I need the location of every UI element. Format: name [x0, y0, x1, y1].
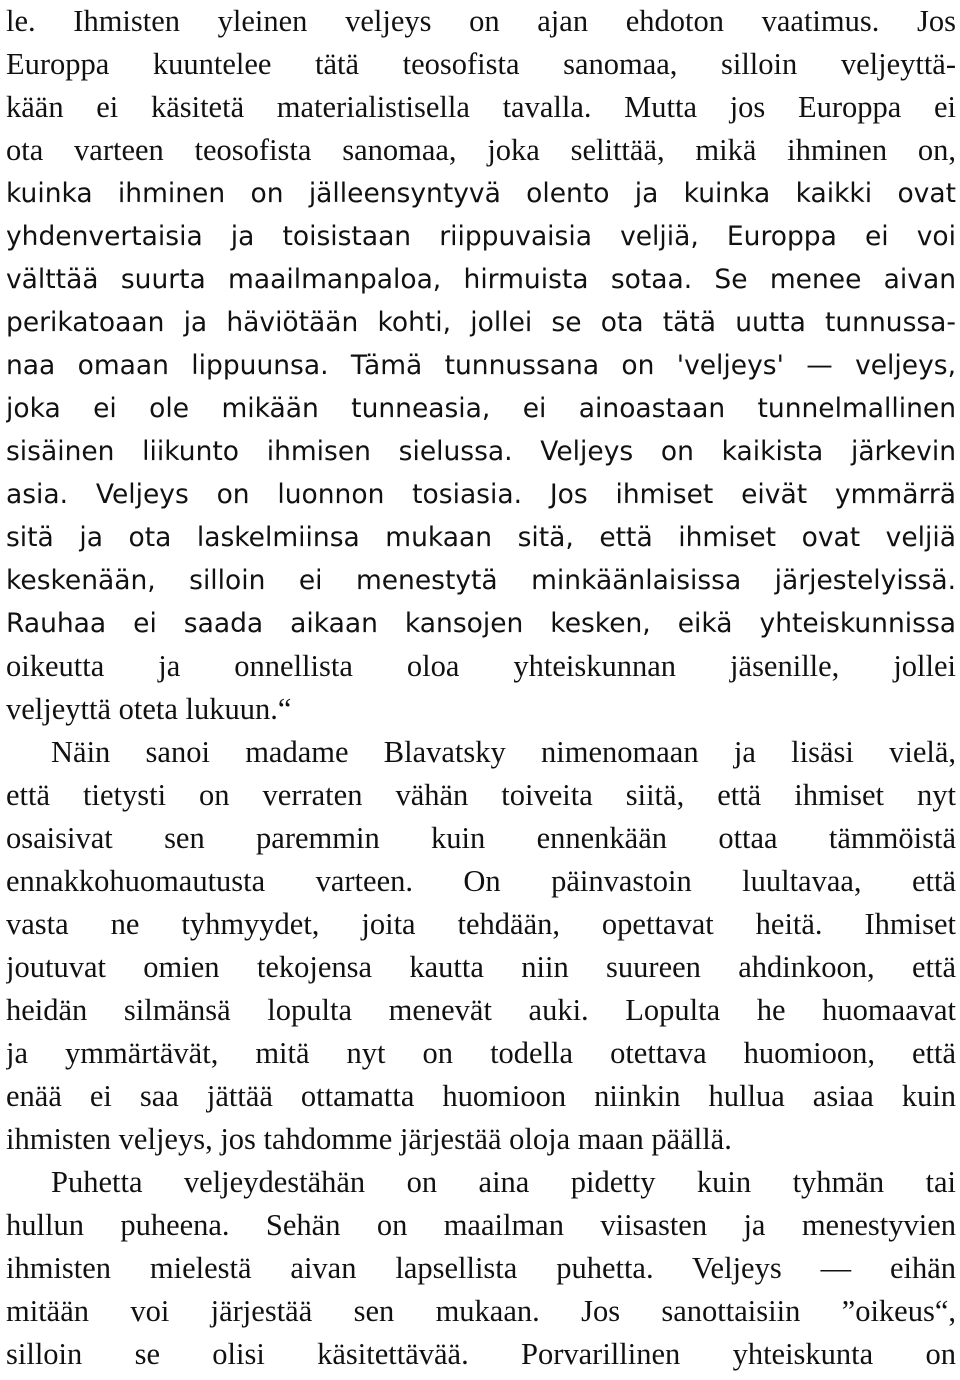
text-line-26: enää ei saa jättää ottamatta huomioon niinkin hullua asiaa kuin	[6, 1079, 956, 1113]
text-line-20: osaisivat sen paremmin kuin ennenkään ottaa tämmöistä	[6, 821, 956, 855]
text-line-16: oikeutta ja onnellista oloa yhteiskunnan jäsenille, jollei	[6, 649, 956, 683]
document-page	[6, 0, 956, 1380]
text-line-17: veljeyttä oteta lukuun.“	[6, 692, 292, 726]
text-line-19: että tietysti on verraten vähän toiveita siitä, että ihmiset nyt	[6, 778, 956, 812]
text-line-11: sisäinen liikunto ihmisen sielussa. Veljeys on kaikista järkevin	[6, 436, 956, 467]
text-line-7: välttää suurta maailmanpaloa, hirmuista sotaa. Se menee aivan	[6, 264, 956, 295]
text-line-28: Puhetta veljeydestähän on aina pidetty kuin tyhmän tai	[51, 1165, 956, 1199]
text-line-25: ja ymmärtävät, mitä nyt on todella otettava huomioon, että	[6, 1036, 956, 1070]
text-line-12: asia. Veljeys on luonnon tosiasia. Jos ihmiset eivät ymmärrä	[6, 479, 956, 510]
text-line-18: Näin sanoi madame Blavatsky nimenomaan ja lisäsi vielä,	[51, 735, 956, 769]
text-line-2: Europpa kuuntelee tätä teosofista sanomaa, silloin veljeyttä-	[6, 47, 956, 81]
text-line-24: heidän silmänsä lopulta menevät auki. Lopulta he huomaavat	[6, 993, 956, 1027]
text-line-10: joka ei ole mikään tunneasia, ei ainoastaan tunnelmallinen	[6, 393, 956, 424]
text-line-4: ota varteen teosofista sanomaa, joka selittää, mikä ihminen on,	[6, 133, 956, 167]
text-line-6: yhdenvertaisia ja toisistaan riippuvaisia veljiä, Europpa ei voi	[6, 221, 956, 252]
text-line-27: ihmisten veljeys, jos tahdomme järjestää oloja maan päällä.	[6, 1122, 732, 1156]
text-line-13: sitä ja ota laskelmiinsa mukaan sitä, että ihmiset ovat veljiä	[6, 522, 956, 553]
text-line-31: mitään voi järjestää sen mukaan. Jos sanottaisiin ”oikeus“,	[6, 1294, 956, 1328]
text-line-1: le. Ihmisten yleinen veljeys on ajan ehdoton vaatimus. Jos	[6, 4, 956, 38]
text-line-9: naa omaan lippuunsa. Tämä tunnussana on 'veljeys' — veljeys,	[6, 350, 956, 381]
text-line-21: ennakkohuomautusta varteen. On päinvastoin luultavaa, että	[6, 864, 956, 898]
text-line-23: joutuvat omien tekojensa kautta niin suureen ahdinkoon, että	[6, 950, 956, 984]
text-line-14: keskenään, silloin ei menestytä minkäänlaisissa järjestelyissä.	[6, 565, 956, 596]
text-line-29: hullun puheena. Sehän on maailman viisasten ja menestyvien	[6, 1208, 956, 1242]
text-line-30: ihmisten mielestä aivan lapsellista puhetta. Veljeys — eihän	[6, 1251, 956, 1285]
text-line-32: silloin se olisi käsitettävää. Porvarillinen yhteiskunta on	[6, 1337, 956, 1371]
text-line-15: Rauhaa ei saada aikaan kansojen kesken, eikä yhteiskunnissa	[6, 608, 956, 639]
text-line-3: kään ei käsitetä materialistisella tavalla. Mutta jos Europpa ei	[6, 90, 956, 124]
text-line-5: kuinka ihminen on jälleensyntyvä olento ja kuinka kaikki ovat	[6, 178, 956, 209]
text-line-8: perikatoaan ja häviötään kohti, jollei se ota tätä uutta tunnussa-	[6, 307, 956, 338]
text-line-22: vasta ne tyhmyydet, joita tehdään, opettavat heitä. Ihmiset	[6, 907, 956, 941]
